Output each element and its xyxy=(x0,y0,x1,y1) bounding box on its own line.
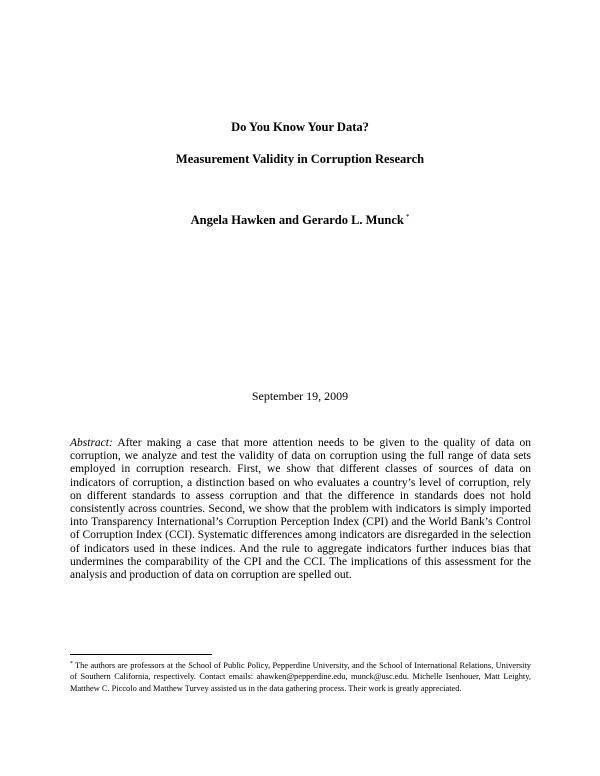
footnote xyxy=(70,659,531,694)
paper-date: September 19, 2009 xyxy=(251,389,349,403)
footnote-text: The authors are professors at the School of Public Policy, Pepperdine University, and the School of International Relations, University of Southern California, respectively. Contact emails: ahawken@pepperdine.edu, munck@usc.edu. Michelle Isenhouer, Matt Leighty, Matthew C. Piccolo and Matthew Turvey assisted us in the data gathering process. Their work is greatly appreciated. xyxy=(70,661,531,693)
abstract xyxy=(70,437,531,582)
author-names: Angela Hawken and Gerardo L. Munck xyxy=(190,213,404,227)
abstract-text: After making a case that more attention needs to be given to the quality of data on corruption, we analyze and test the validity of data on corruption using the full range of data sets employed in corruption research. First, we show that different classes of sources of data on indicators of corruption, a distinction based on who evaluates a country’s level of corruption, rely on different standards to assess corruption and that the difference in standards does not hold consistently across countries. Second, we show that the problem with indicators is simply imported into Transparency International’s Corruption Perception Index (CPI) and the World Bank’s Control of Corruption Index (CCI). Systematic differences among indicators are disregarded in the selection of indicators used in these indices. And the rule to aggregate indicators further induces bias that undermines the comparability of the CPI and the CCI. The implications of this assessment for the analysis and production of data on corruption are spelled out. xyxy=(70,437,531,582)
paper-subtitle: Measurement Validity in Corruption Research xyxy=(175,152,425,166)
author-footnote-marker: * xyxy=(405,213,410,221)
footnote-separator xyxy=(70,654,212,655)
abstract-label: Abstract: xyxy=(70,437,113,449)
paper-title: Do You Know Your Data? xyxy=(231,120,369,134)
footnote-marker: * xyxy=(70,661,73,667)
author-line xyxy=(0,210,600,228)
